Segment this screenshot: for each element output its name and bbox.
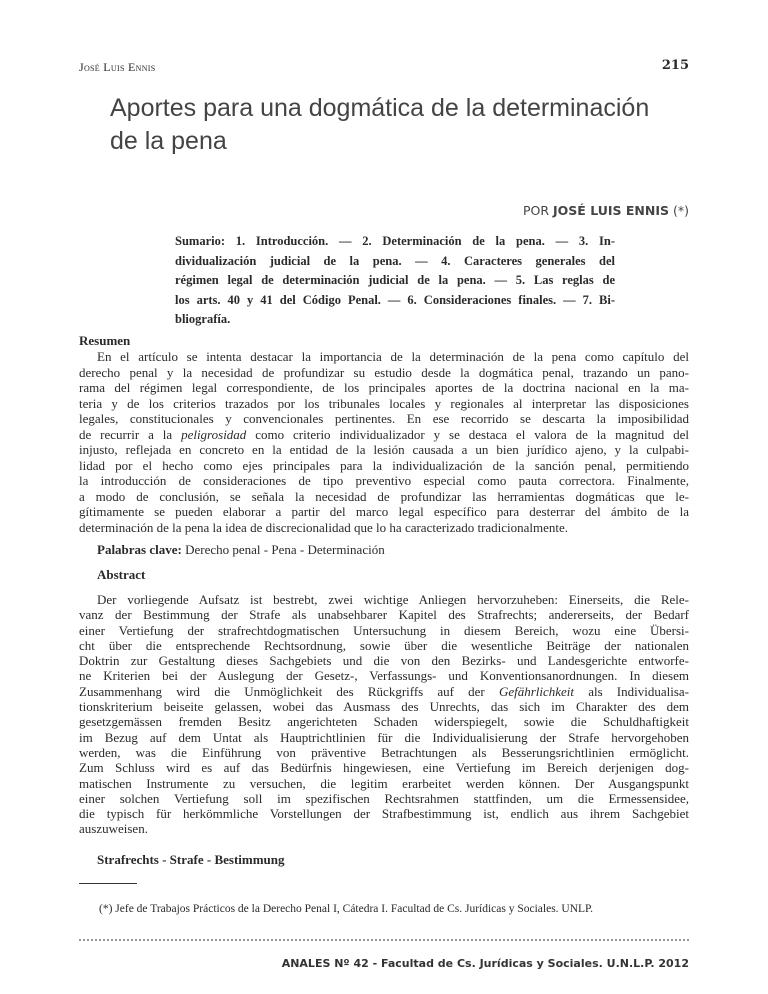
article-title — [110, 92, 649, 158]
author-footnote-ref[interactable]: (*) — [672, 203, 689, 218]
author-name: JOSÉ LUIS ENNIS — [553, 203, 669, 218]
running-head: José Luis Ennis — [79, 60, 156, 74]
text-line: En el artículo se intenta destacar la importancia de la determinación de la pena como capítulo del — [97, 349, 689, 364]
resumen-paragraph — [79, 349, 689, 535]
text-line: a modo de conclusión, se señala la necesidad de profundizar las herramientas dogmáticas que le- — [79, 488, 689, 504]
resumen-keywords — [97, 542, 385, 557]
page-number: 215 — [661, 58, 689, 73]
footer-divider — [79, 939, 689, 941]
text-line: derecho penal y la necesidad de profundizar su estudio desde la dogmática penal, trazando un pano- — [79, 364, 689, 380]
resumen-heading: Resumen — [79, 333, 131, 348]
text-line: determinación de la pena la idea de discrecionalidad que lo ha caracterizado tradicionalmente. — [79, 519, 569, 535]
keywords-text: Derecho penal - Pena - Determinación — [185, 542, 385, 557]
author-prefix: POR — [522, 203, 550, 218]
text-line: de recurrir a la peligrosidad como criterio individualizador y se destaca el valora de la magnitud del — [79, 426, 690, 442]
text-line: einer Vertiefung der strafrechtdogmatischen Untersuchung in diesem Bereich, wozu eine Übersi- — [79, 622, 689, 638]
text-line: legales, constitucionales y convencionales pertinentes. En ese recorrido se descarta la imposibilidad — [79, 411, 689, 426]
summary-block — [175, 232, 615, 330]
text-line: rama del régimen legal correspondiente, de los principales aportes de la doctrina nacional en la ma- — [79, 380, 689, 395]
text-line: vanz der Bestimmung der Strafe als unabsehbarer Kapitel des Strafrechts; andererseits, der Bedarf — [79, 607, 689, 623]
text-line: Der vorliegende Aufsatz ist bestrebt, zwei wichtige Anliegen hervorzuheben: Einerseits, die Rele- — [97, 592, 689, 607]
text-line: matischen Instrumente zu versuchen, die legitim erarbeitet werden können. Der Ausgangspunkt — [79, 775, 689, 791]
text-line: teria y de los criterios trazados por los tribunales locales y regionales al interpretar las disposiciones — [79, 395, 689, 411]
title-line: de la pena — [110, 127, 227, 155]
author-byline — [523, 203, 689, 218]
text-line: Zusammenhang wird die Unmöglichkeit des Rückgriffs auf der Gefährlichkeit als Individualisa- — [79, 683, 690, 699]
text-line: la introducción de consideraciones de tipo preventivo especial como pauta correctora. Finalmente, — [79, 473, 689, 488]
abstract-keywords: Strafrechts - Strafe - Bestimmung — [97, 852, 285, 867]
text-line: injusto, reflejada en concreto en la entidad de la lesión causada a un bien jurídico ajeno, y la culpabi- — [79, 442, 689, 457]
text-line: im Bezug auf dem Untat als Hauptrichtlinien für die Individualisierung der Strafe hervorgehoben — [79, 729, 689, 745]
text-line: Doktrin zur Gestaltung dieses Sachgebiets und die von den Bezirks- und Landesgerichte entworfe- — [79, 653, 689, 669]
text-line: tionskriterium beiseite gelassen, wobei das Ausmass des Unrechts, das sich im Charakter des dem — [79, 699, 689, 715]
title-line: Aportes para una dogmática de la determinación — [110, 94, 650, 122]
keywords-label: Palabras clave: — [97, 542, 182, 557]
abstract-paragraph — [79, 592, 689, 837]
text-line: ne Kriterien bei der Auslegung der Gesetz-, Verfassungs- und Konventionsanordnungen. In diesem — [79, 668, 689, 684]
text-line: cht über die entsprechende Rechtsordnung, sowie über die wesentliche Beiträge der nationalen — [79, 637, 689, 653]
text-line: Sumario: 1. Introducción. — 2. Determinación de la pena. — 3. In- — [175, 234, 615, 248]
text-line: auszuweisen. — [79, 821, 148, 837]
journal-footer: ANALES Nº 42 - Facultad de Cs. Jurídicas y Sociales. U.N.L.P. 2012 — [281, 957, 689, 970]
text-line: werden, was die Einführung von präventive Betrachtungen als Besserungsrichtlinien ermöglicht. — [79, 744, 689, 760]
text-line: dividualización judicial de la pena. — 4. Caracteres generales del — [175, 253, 615, 268]
text-line: bliografía. — [175, 312, 231, 326]
text-line: die typisch für herkömmliche Vorstellungen der Strafbestimmung ist, endlich aus ihrem Sachgebiet — [79, 806, 689, 822]
text-line: Zum Schluss wird es auf das Bedürfnis hingewiesen, eine Vertiefung im Bereich derjenigen dog- — [79, 760, 689, 776]
text-line: los arts. 40 y 41 del Código Penal. — 6. Consideraciones finales. — 7. Bi- — [175, 292, 615, 307]
text-line: gesetzgemässen fremden Besitz angerichteten Schaden widerspiegelt, sowie die Schuldhaftigkeit — [79, 714, 689, 730]
text-line: einer solchen Vertiefung soll im spezifischen Rechtsrahmen stattfinden, um die Ermessensidee, — [79, 790, 689, 806]
footnote-rule — [79, 883, 137, 884]
footnote: (*) Jefe de Trabajos Prácticos de la Derecho Penal I, Cátedra I. Facultad de Cs. Jurídicas y Sociales. UNLP. — [99, 903, 594, 915]
text-line: gítimamente se pueden elaborar a partir del marco legal específico para desterrar del ámbito de la — [79, 504, 689, 519]
text-line: lidad por el hecho como ejes principales para la individualización de la sanción penal, permitiendo — [79, 457, 689, 473]
text-line: régimen legal de determinación judicial de la pena. — 5. Las reglas de — [175, 273, 615, 287]
abstract-heading: Abstract — [97, 567, 146, 582]
